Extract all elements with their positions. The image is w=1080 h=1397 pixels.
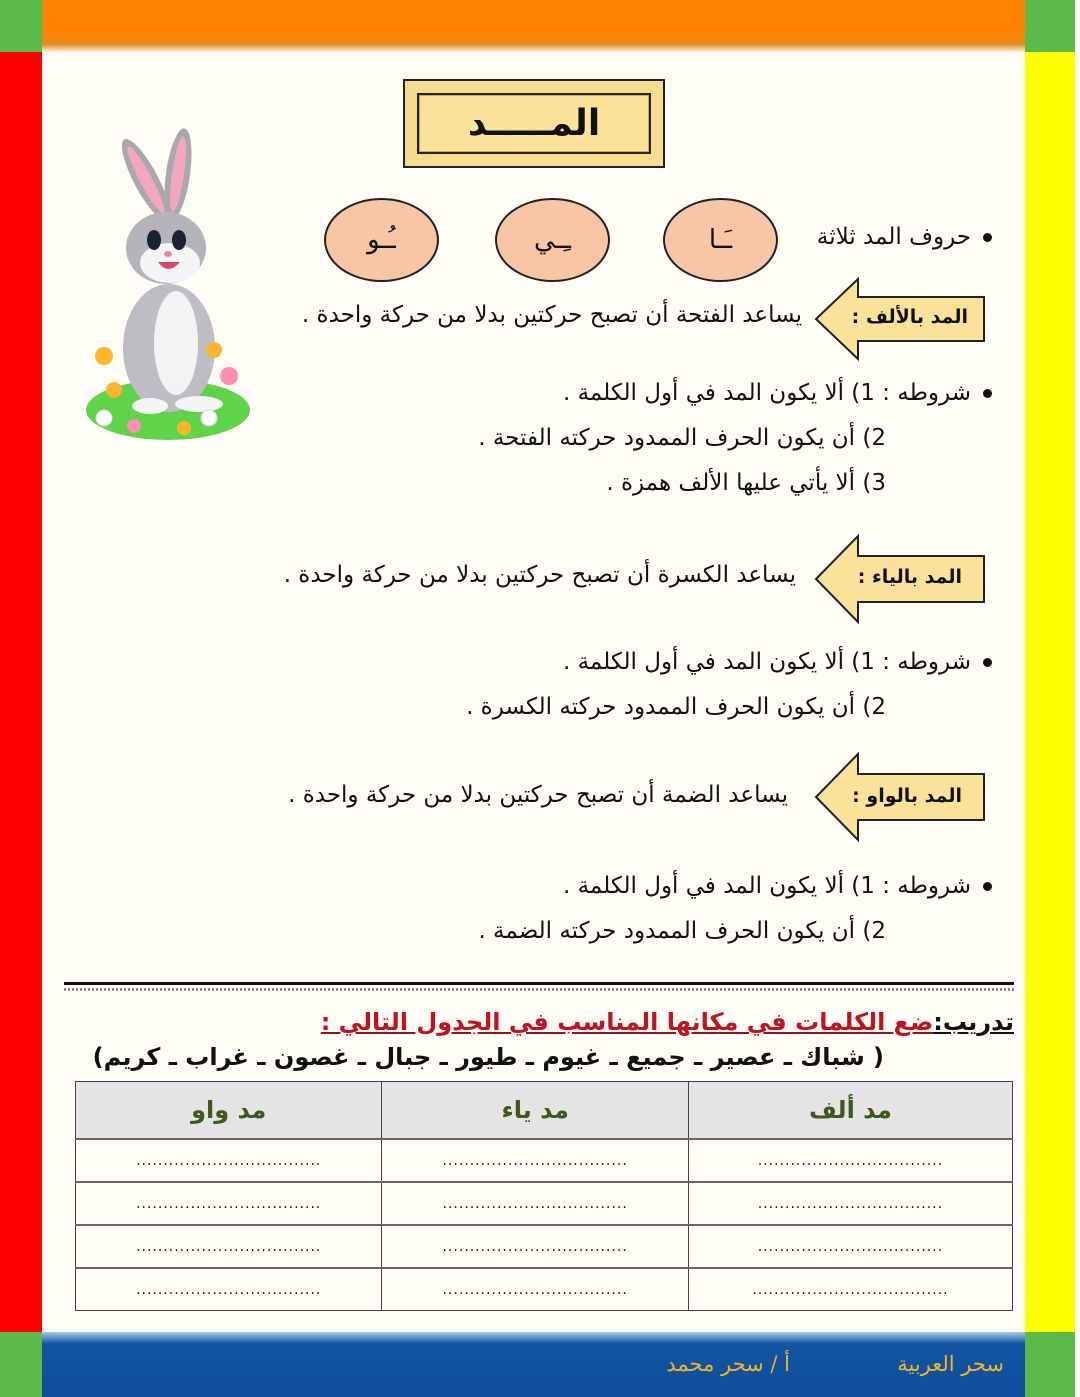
header-waw: مد واو <box>76 1082 382 1140</box>
flower <box>177 421 191 435</box>
flower <box>95 347 113 365</box>
frame-corner <box>1025 1332 1075 1397</box>
condition-item: 3) ألا يأتي عليها الألف همزة . <box>606 470 886 496</box>
answer-cell[interactable]: .................................. <box>76 1225 382 1268</box>
frame-right-band <box>1025 52 1075 1332</box>
flower <box>220 367 238 385</box>
answer-cell[interactable]: .................................. <box>382 1182 688 1225</box>
separator-line <box>64 982 1014 985</box>
condition-item: 2) أن يكون الحرف الممدود حركته الفتحة . <box>478 425 886 451</box>
frame-corner <box>0 1332 42 1397</box>
description-yaa: يساعد الكسرة أن تصبح حركتين بدلا من حركة واحدة . <box>283 562 796 588</box>
arrow-label-waw: المد بالواو : <box>852 785 962 807</box>
frame-top-band <box>42 0 1025 52</box>
table-row <box>76 1225 1013 1268</box>
conditions-label: شروطه : <box>882 380 971 406</box>
table-header-row <box>76 1082 1013 1140</box>
letter-circle-waw <box>324 198 439 282</box>
conditions-alef <box>563 380 992 406</box>
answer-cell[interactable]: .................................. <box>688 1182 1012 1225</box>
answer-cell[interactable]: .................................... <box>688 1268 1012 1311</box>
footer-brand: سحر العربية <box>897 1352 1004 1376</box>
table-row <box>76 1268 1013 1311</box>
exercise-word-list: ( شباك ـ عصير ـ جميع ـ غيوم ـ طيور ـ جبال ـ غصون ـ غراب ـ كريم) <box>92 1043 884 1071</box>
condition-item: 2) أن يكون الحرف الممدود حركته الكسرة . <box>466 694 886 720</box>
answer-cell[interactable]: .................................. <box>688 1225 1012 1268</box>
arrow-label-yaa: المد بالياء : <box>857 566 962 588</box>
bunny-eye <box>172 230 186 250</box>
description-alef: يساعد الفتحة أن تصبح حركتين بدلا من حركة واحدة . <box>301 302 802 328</box>
answer-cell[interactable]: .................................. <box>76 1182 382 1225</box>
exercise-label: تدريب: <box>933 1008 1014 1036</box>
conditions-yaa <box>563 649 992 675</box>
letter-circle-alef <box>663 198 778 282</box>
description-waw: يساعد الضمة أن تصبح حركتين بدلا من حركة واحدة . <box>288 782 788 808</box>
condition-item: 1) ألا يكون المد في أول الكلمة . <box>562 873 875 899</box>
table-row <box>76 1182 1013 1225</box>
answer-table <box>75 1081 1013 1311</box>
answer-cell[interactable]: .................................. <box>382 1268 688 1311</box>
table-row <box>76 1139 1013 1182</box>
frame-left-band <box>0 52 42 1332</box>
condition-item: 1) ألا يكون المد في أول الكلمة . <box>562 649 875 675</box>
exercise-heading <box>321 1008 1014 1036</box>
answer-cell[interactable]: .................................. <box>382 1139 688 1182</box>
conditions-label: شروطه : <box>882 649 971 675</box>
answer-cell[interactable]: .................................. <box>382 1225 688 1268</box>
flower <box>201 410 217 426</box>
flower <box>96 410 112 426</box>
flower <box>106 382 122 398</box>
answer-cell[interactable]: .................................. <box>76 1139 382 1182</box>
exercise-instruction: ضع الكلمات في مكانها المناسب في الجدول التالي : <box>320 1008 934 1036</box>
conditions-waw <box>563 873 992 899</box>
frame-corner <box>0 0 42 52</box>
title-box <box>403 79 665 168</box>
condition-item: 2) أن يكون الحرف الممدود حركته الضمة . <box>478 918 886 944</box>
answer-cell[interactable]: .................................. <box>76 1268 382 1311</box>
letter-waw: ـُـو <box>367 225 396 255</box>
header-yaa: مد ياء <box>382 1082 688 1140</box>
page-title: المـــــد <box>467 103 601 144</box>
header-alef: مد ألف <box>688 1082 1012 1140</box>
letters-intro: حروف المد ثلاثة <box>817 224 992 250</box>
bunny-illustration <box>84 128 252 440</box>
letter-circle-yaa <box>495 198 610 282</box>
flower <box>127 419 141 433</box>
footer-author: أ / سحر محمد <box>666 1352 790 1376</box>
flower <box>206 342 222 358</box>
separator-wave <box>64 988 1014 991</box>
frame-bottom-band <box>42 1332 1025 1397</box>
letter-alef: ـَـا <box>708 225 733 255</box>
conditions-label: شروطه : <box>882 873 971 899</box>
title-inner <box>417 93 651 154</box>
bunny-eye <box>147 230 161 250</box>
letter-yaa: ـِـي <box>534 225 571 255</box>
arrow-label-alef: المد بالألف : <box>851 306 968 328</box>
answer-cell[interactable]: .................................. <box>688 1139 1012 1182</box>
condition-item: 1) ألا يكون المد في أول الكلمة . <box>562 380 875 406</box>
frame-corner <box>1025 0 1075 52</box>
